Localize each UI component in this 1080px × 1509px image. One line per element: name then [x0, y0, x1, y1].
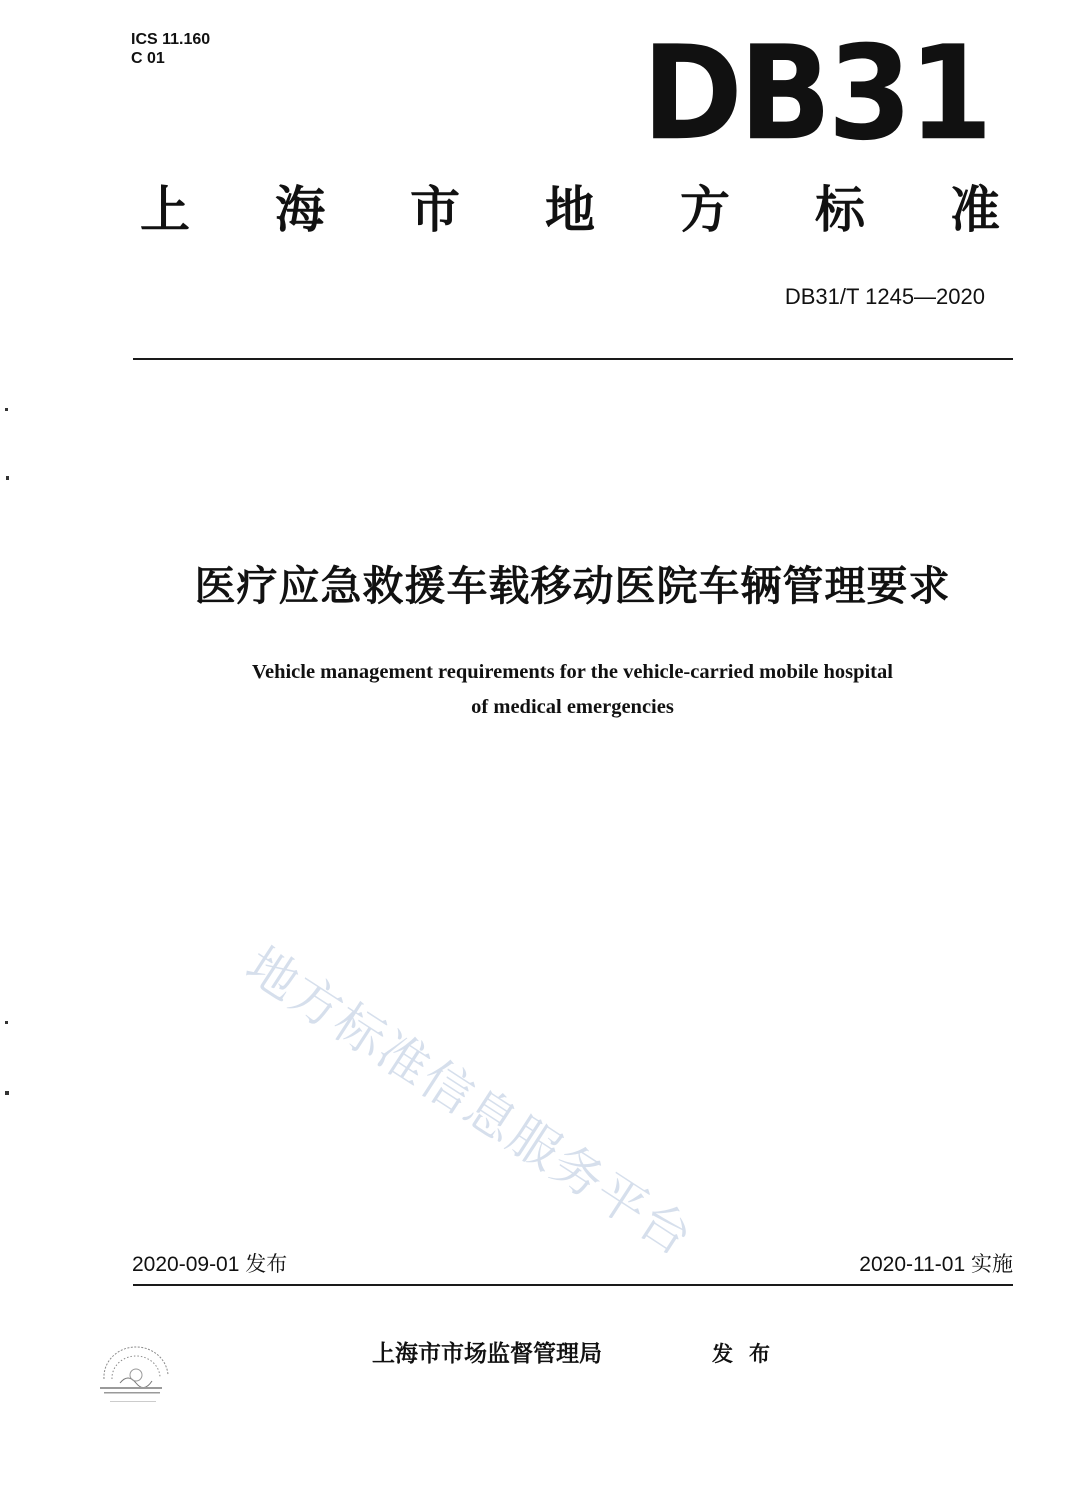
ics-code: ICS 11.160	[131, 31, 211, 48]
bottom-divider	[133, 1284, 1013, 1286]
scan-speck	[5, 1021, 8, 1024]
standard-type-char: 方	[680, 181, 730, 239]
classification-codes	[131, 30, 210, 68]
seal-stamp-icon	[90, 1335, 180, 1415]
scan-speck	[5, 1091, 9, 1095]
english-title-line-2: of medical emergencies	[471, 696, 674, 718]
scan-speck	[5, 408, 8, 411]
standard-type-char: 地	[545, 181, 595, 239]
standard-type-heading	[140, 180, 1000, 240]
watermark: 地方标准信息服务平台	[235, 935, 704, 1268]
scan-speck	[6, 476, 9, 480]
english-title	[120, 655, 1025, 725]
issuing-action: 发布	[712, 1342, 786, 1366]
implementation-date: 2020-11-01 实施	[859, 1253, 1013, 1276]
standard-type-char: 市	[410, 181, 460, 239]
db31-logo: DB31	[642, 18, 989, 170]
standard-number: DB31/T 1245—2020	[784, 284, 985, 309]
chinese-title: 医疗应急救援车载移动医院车辆管理要求	[194, 562, 951, 610]
issuing-authority: 上海市市场监督管理局	[372, 1341, 602, 1367]
ccs-code: C 01	[131, 50, 165, 67]
standard-type-char: 标	[815, 181, 865, 239]
standard-type-char: 准	[950, 181, 1000, 239]
issue-date: 2020-09-01 发布	[132, 1253, 288, 1276]
english-title-line-1: Vehicle management requirements for the vehicle-carried mobile hospital	[252, 661, 893, 683]
standard-type-char: 海	[275, 181, 325, 239]
top-divider	[133, 358, 1013, 360]
standard-type-char: 上	[140, 181, 190, 239]
